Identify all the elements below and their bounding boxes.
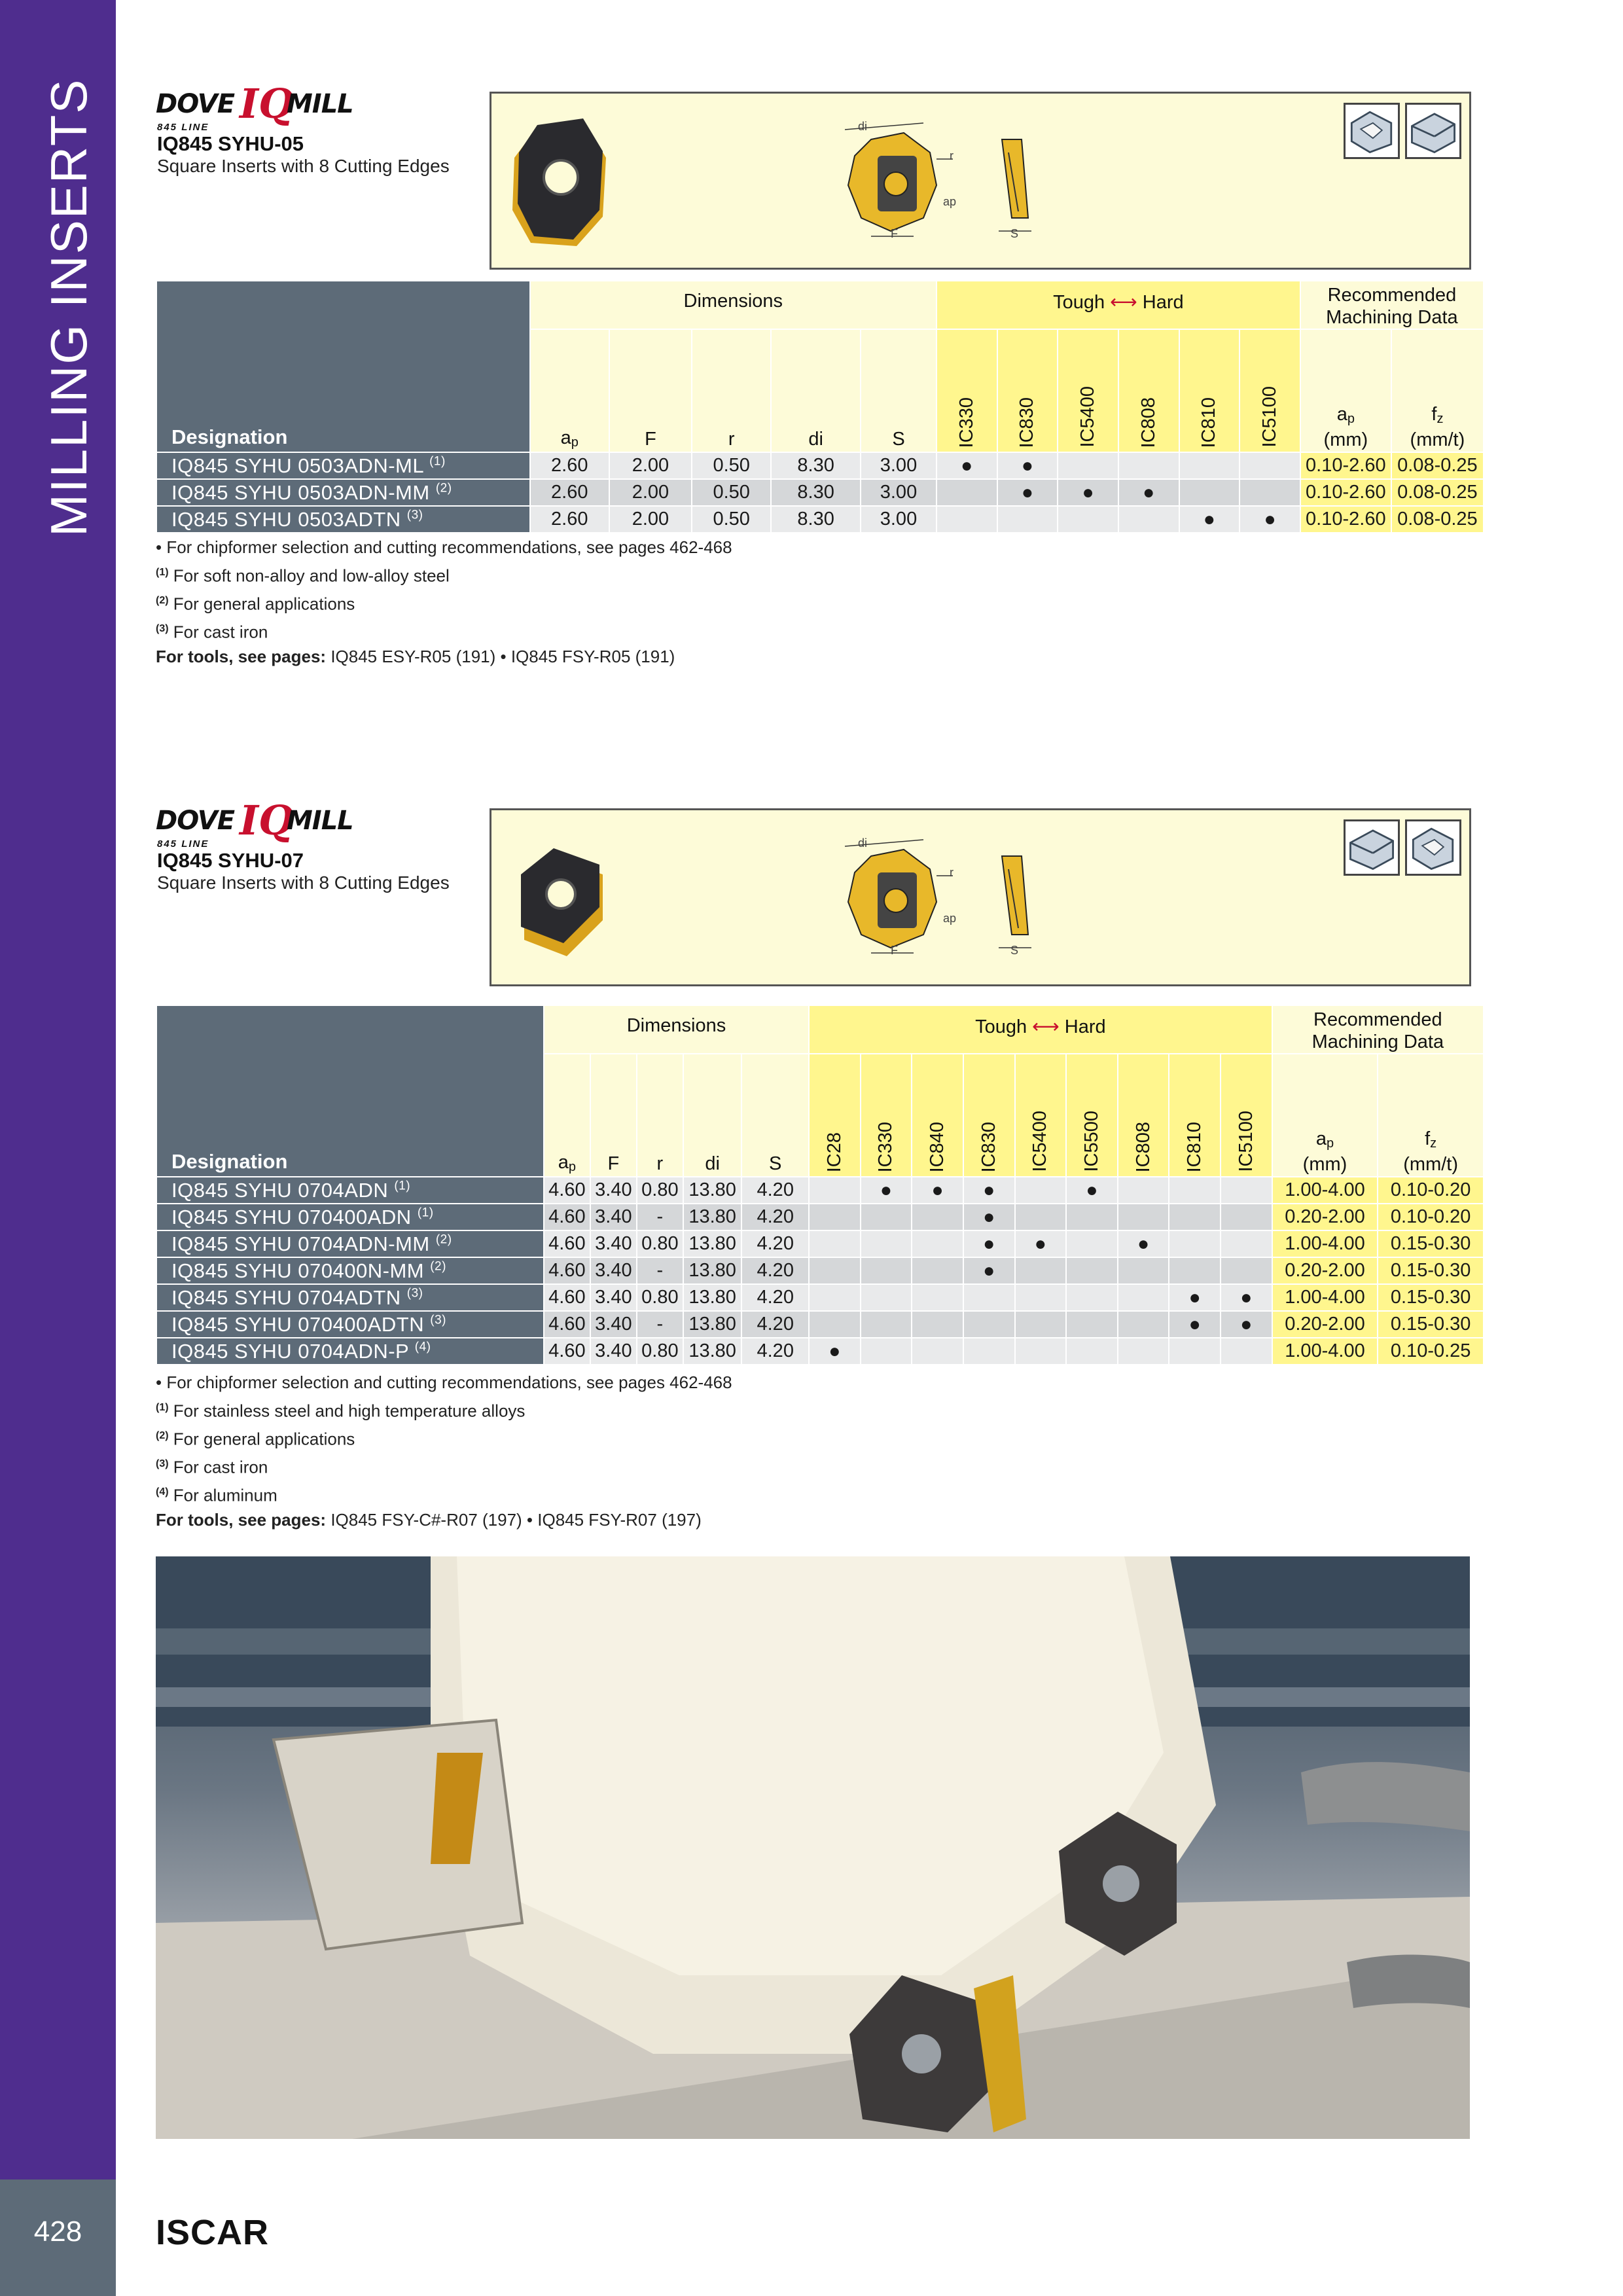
ap-cell: 0.20-2.00 bbox=[1272, 1257, 1378, 1284]
grade-cell bbox=[963, 1338, 1015, 1365]
rmd-col-header: $f_z$ (mm/t) bbox=[1391, 329, 1484, 452]
dim-cell: 2.00 bbox=[609, 506, 692, 533]
grade-cell bbox=[1240, 479, 1300, 506]
dim-col-header: r bbox=[637, 1054, 683, 1177]
designation-cell: IQ845 SYHU 0704ADN-P $^{(4)}$ bbox=[156, 1338, 544, 1365]
grade-col-header: IC5400 bbox=[1058, 329, 1118, 452]
dim-cell: 13.80 bbox=[683, 1338, 742, 1365]
grade-cell: ● bbox=[997, 479, 1058, 506]
rmd-col-header: $a_p$ (mm) bbox=[1300, 329, 1391, 452]
grade-cell bbox=[936, 479, 997, 506]
grade-cell bbox=[861, 1338, 912, 1365]
table-row bbox=[156, 1177, 1484, 1204]
grade-cell bbox=[997, 506, 1058, 533]
product-code: IQ845 SYHU-05 bbox=[157, 132, 304, 155]
dim-cell: - bbox=[637, 1257, 683, 1284]
dim-cell: 3.40 bbox=[590, 1284, 637, 1311]
dim-col-header: $a_p$ bbox=[530, 329, 609, 452]
grade-cell bbox=[809, 1204, 861, 1230]
grade-cell bbox=[1221, 1177, 1272, 1204]
grade-cell bbox=[1015, 1311, 1067, 1338]
ap-cell: 0.20-2.00 bbox=[1272, 1311, 1378, 1338]
dim-col-header: S bbox=[861, 329, 936, 452]
dim-cell: 4.20 bbox=[741, 1311, 809, 1338]
ap-cell: 1.00-4.00 bbox=[1272, 1230, 1378, 1257]
dim-cell: 4.60 bbox=[544, 1257, 590, 1284]
grade-cell: ● bbox=[1221, 1311, 1272, 1338]
dim-cell: 4.60 bbox=[544, 1311, 590, 1338]
dimensions-header: Dimensions bbox=[544, 1005, 809, 1054]
grade-cell bbox=[1240, 452, 1300, 479]
grade-cell bbox=[1179, 452, 1240, 479]
grade-cell bbox=[861, 1230, 912, 1257]
grade-cell: ● bbox=[997, 452, 1058, 479]
dim-cell: 4.20 bbox=[741, 1177, 809, 1204]
square-shoulder-icon bbox=[1405, 819, 1461, 876]
grade-cell bbox=[963, 1284, 1015, 1311]
dim-cell: 0.80 bbox=[637, 1284, 683, 1311]
dim-cell: 2.00 bbox=[609, 479, 692, 506]
spec-table-syhu-05 bbox=[156, 280, 1484, 533]
dimensions-header: Dimensions bbox=[530, 281, 936, 329]
grade-cell: ● bbox=[1066, 1177, 1118, 1204]
dim-col-header: r bbox=[692, 329, 771, 452]
fz-cell: 0.10-0.20 bbox=[1378, 1204, 1484, 1230]
grade-cell: ● bbox=[912, 1177, 963, 1204]
designation-header: Designation bbox=[156, 1005, 544, 1177]
grade-cell bbox=[1066, 1338, 1118, 1365]
table-row bbox=[156, 479, 1484, 506]
ap-cell: 0.10-2.60 bbox=[1300, 506, 1391, 533]
note-bullet: • For chipformer selection and cutting recommendations, see pages 462-468 bbox=[156, 537, 732, 557]
grade-cell bbox=[861, 1257, 912, 1284]
designation-cell: IQ845 SYHU 0704ADN-MM $^{(2)}$ bbox=[156, 1230, 544, 1257]
grade-header: Tough ⟷ Hard bbox=[936, 281, 1300, 329]
designation-cell: IQ845 SYHU 0704ADTN $^{(3)}$ bbox=[156, 1284, 544, 1311]
table-row bbox=[156, 1284, 1484, 1311]
fz-cell: 0.15-0.30 bbox=[1378, 1311, 1484, 1338]
grade-cell: ● bbox=[1015, 1230, 1067, 1257]
grade-cell bbox=[1058, 506, 1118, 533]
grade-cell: ● bbox=[1118, 479, 1179, 506]
dim-cell: 3.00 bbox=[861, 506, 936, 533]
grade-cell bbox=[861, 1311, 912, 1338]
dim-cell: 3.40 bbox=[590, 1257, 637, 1284]
grade-cell: ● bbox=[1179, 506, 1240, 533]
dim-cell: 4.60 bbox=[544, 1204, 590, 1230]
grade-col-header: IC5400 bbox=[1015, 1054, 1067, 1177]
ap-cell: 1.00-4.00 bbox=[1272, 1338, 1378, 1365]
grade-cell bbox=[861, 1204, 912, 1230]
tools-reference: For tools, see pages: IQ845 ESY-R05 (191) • IQ845 FSY-R05 (191) bbox=[156, 646, 675, 666]
dim-cell: 3.40 bbox=[590, 1230, 637, 1257]
fz-cell: 0.15-0.30 bbox=[1378, 1257, 1484, 1284]
milling-cutter-photo bbox=[156, 1556, 1470, 2139]
grade-cell: ● bbox=[861, 1177, 912, 1204]
grade-col-header: IC830 bbox=[997, 329, 1058, 452]
table-row bbox=[156, 1204, 1484, 1230]
grade-cell: ● bbox=[1240, 506, 1300, 533]
grade-cell bbox=[1179, 479, 1240, 506]
grade-col-header: IC810 bbox=[1179, 329, 1240, 452]
product-image-panel: di r ap F S bbox=[490, 92, 1471, 270]
grade-cell bbox=[1221, 1338, 1272, 1365]
sidebar-title: MILLING INSERTS bbox=[40, 78, 98, 537]
grade-cell bbox=[1066, 1284, 1118, 1311]
table-row bbox=[156, 452, 1484, 479]
sidebar bbox=[0, 0, 116, 2179]
fz-cell: 0.10-0.20 bbox=[1378, 1177, 1484, 1204]
grade-cell bbox=[1015, 1177, 1067, 1204]
dim-cell: 4.20 bbox=[741, 1204, 809, 1230]
dim-cell: 3.40 bbox=[590, 1177, 637, 1204]
notes-syhu-05 bbox=[156, 535, 732, 669]
face-milling-icon bbox=[1405, 103, 1461, 159]
dove-iq-mill-logo: DOVE IQ MILL 845 LINE bbox=[156, 80, 353, 133]
grade-cell bbox=[912, 1311, 963, 1338]
grade-col-header: IC810 bbox=[1169, 1054, 1221, 1177]
dim-cell: 4.20 bbox=[741, 1338, 809, 1365]
grade-col-header: IC5100 bbox=[1221, 1054, 1272, 1177]
insert-technical-drawing bbox=[832, 120, 1041, 251]
designation-cell: IQ845 SYHU 0704ADN $^{(1)}$ bbox=[156, 1177, 544, 1204]
dim-cell: 0.50 bbox=[692, 452, 771, 479]
rmd-col-header: $f_z$ (mm/t) bbox=[1378, 1054, 1484, 1177]
grade-cell bbox=[809, 1311, 861, 1338]
dim-cell: 13.80 bbox=[683, 1204, 742, 1230]
page-number: 428 bbox=[33, 2215, 82, 2248]
grade-cell bbox=[1169, 1338, 1221, 1365]
grade-cell bbox=[1066, 1230, 1118, 1257]
grade-cell: ● bbox=[1169, 1311, 1221, 1338]
note-item: $^{(4)}$ For aluminum bbox=[156, 1485, 277, 1505]
table-row bbox=[156, 1257, 1484, 1284]
grade-cell bbox=[936, 506, 997, 533]
dim-cell: 4.60 bbox=[544, 1284, 590, 1311]
dim-cell: 4.20 bbox=[741, 1230, 809, 1257]
grade-cell bbox=[1118, 1204, 1169, 1230]
face-milling-icon bbox=[1344, 819, 1400, 876]
grade-cell bbox=[809, 1284, 861, 1311]
note-item: $^{(2)}$ For general applications bbox=[156, 1429, 355, 1449]
dim-col-header: F bbox=[590, 1054, 637, 1177]
note-item: $^{(3)}$ For cast iron bbox=[156, 622, 268, 642]
grade-cell: ● bbox=[963, 1204, 1015, 1230]
grade-cell: ● bbox=[1118, 1230, 1169, 1257]
insert-photo-icon bbox=[505, 105, 609, 256]
dim-cell: 8.30 bbox=[771, 452, 861, 479]
grade-cell bbox=[1066, 1311, 1118, 1338]
double-arrow-icon: ⟷ bbox=[1032, 1016, 1060, 1037]
dim-col-header: F bbox=[609, 329, 692, 452]
grade-cell bbox=[1169, 1257, 1221, 1284]
ap-cell: 0.20-2.00 bbox=[1272, 1204, 1378, 1230]
spec-table-syhu-07 bbox=[156, 1005, 1484, 1365]
note-bullet: • For chipformer selection and cutting recommendations, see pages 462-468 bbox=[156, 1372, 732, 1392]
dim-cell: 0.80 bbox=[637, 1230, 683, 1257]
dim-cell: 13.80 bbox=[683, 1284, 742, 1311]
grade-cell bbox=[1169, 1230, 1221, 1257]
dim-cell: 3.40 bbox=[590, 1311, 637, 1338]
grade-cell bbox=[912, 1284, 963, 1311]
dim-cell: 4.60 bbox=[544, 1338, 590, 1365]
fz-cell: 0.10-0.25 bbox=[1378, 1338, 1484, 1365]
grade-cell: ● bbox=[809, 1338, 861, 1365]
grade-cell: ● bbox=[963, 1177, 1015, 1204]
dim-cell: 3.40 bbox=[590, 1204, 637, 1230]
grade-cell: ● bbox=[963, 1257, 1015, 1284]
grade-cell bbox=[1118, 1311, 1169, 1338]
dim-cell: 13.80 bbox=[683, 1257, 742, 1284]
grade-col-header: IC840 bbox=[912, 1054, 963, 1177]
grade-cell: ● bbox=[1058, 479, 1118, 506]
fz-cell: 0.15-0.30 bbox=[1378, 1230, 1484, 1257]
grade-cell bbox=[1015, 1204, 1067, 1230]
product-image-panel: di r ap F S bbox=[490, 808, 1471, 986]
table-row bbox=[156, 1230, 1484, 1257]
table-row bbox=[156, 1338, 1484, 1365]
grade-col-header: IC330 bbox=[936, 329, 997, 452]
dim-cell: 13.80 bbox=[683, 1230, 742, 1257]
dim-cell: - bbox=[637, 1204, 683, 1230]
fz-cell: 0.08-0.25 bbox=[1391, 506, 1484, 533]
ap-cell: 0.10-2.60 bbox=[1300, 452, 1391, 479]
dim-cell: 8.30 bbox=[771, 479, 861, 506]
grade-cell bbox=[1221, 1257, 1272, 1284]
insert-photo-icon bbox=[505, 822, 609, 973]
note-item: $^{(2)}$ For general applications bbox=[156, 594, 355, 614]
product-description: Square Inserts with 8 Cutting Edges bbox=[157, 156, 450, 176]
dim-cell: 0.50 bbox=[692, 506, 771, 533]
rmd-col-header: $a_p$ (mm) bbox=[1272, 1054, 1378, 1177]
grade-col-header: IC28 bbox=[809, 1054, 861, 1177]
note-item: $^{(1)}$ For stainless steel and high temperature alloys bbox=[156, 1401, 526, 1421]
grade-cell bbox=[809, 1230, 861, 1257]
note-item: $^{(3)}$ For cast iron bbox=[156, 1457, 268, 1477]
milling-cutter-illustration bbox=[156, 1556, 1470, 2139]
product-code: IQ845 SYHU-07 bbox=[157, 849, 304, 872]
grade-cell bbox=[861, 1284, 912, 1311]
designation-cell: IQ845 SYHU 0503ADTN $^{(3)}$ bbox=[156, 506, 530, 533]
grade-cell bbox=[963, 1311, 1015, 1338]
square-shoulder-icon bbox=[1344, 103, 1400, 159]
dim-col-header: S bbox=[741, 1054, 809, 1177]
grade-cell bbox=[912, 1204, 963, 1230]
grade-cell bbox=[1118, 1338, 1169, 1365]
footer-brand: ISCAR bbox=[156, 2213, 270, 2252]
fz-cell: 0.08-0.25 bbox=[1391, 479, 1484, 506]
grade-col-header: IC808 bbox=[1118, 1054, 1169, 1177]
dim-cell: 4.20 bbox=[741, 1257, 809, 1284]
ap-cell: 1.00-4.00 bbox=[1272, 1177, 1378, 1204]
grade-cell bbox=[912, 1338, 963, 1365]
designation-cell: IQ845 SYHU 0503ADN-MM $^{(2)}$ bbox=[156, 479, 530, 506]
grade-cell bbox=[1169, 1204, 1221, 1230]
dim-cell: 3.00 bbox=[861, 452, 936, 479]
grade-cell bbox=[1169, 1177, 1221, 1204]
grade-col-header: IC5500 bbox=[1066, 1054, 1118, 1177]
ap-cell: 0.10-2.60 bbox=[1300, 479, 1391, 506]
dim-cell: 13.80 bbox=[683, 1311, 742, 1338]
grade-cell: ● bbox=[963, 1230, 1015, 1257]
grade-cell bbox=[809, 1257, 861, 1284]
dim-cell: - bbox=[637, 1311, 683, 1338]
dim-cell: 0.80 bbox=[637, 1338, 683, 1365]
grade-cell bbox=[1221, 1230, 1272, 1257]
dim-cell: 0.80 bbox=[637, 1177, 683, 1204]
dim-cell: 2.60 bbox=[530, 506, 609, 533]
grade-cell bbox=[1118, 506, 1179, 533]
grade-cell bbox=[1221, 1204, 1272, 1230]
dim-col-header: $a_p$ bbox=[544, 1054, 590, 1177]
grade-cell bbox=[1015, 1284, 1067, 1311]
grade-cell bbox=[1118, 452, 1179, 479]
dim-cell: 13.80 bbox=[683, 1177, 742, 1204]
tools-reference: For tools, see pages: IQ845 FSY-C#-R07 (197) • IQ845 FSY-R07 (197) bbox=[156, 1510, 702, 1530]
dim-cell: 4.20 bbox=[741, 1284, 809, 1311]
dim-cell: 4.60 bbox=[544, 1177, 590, 1204]
grade-cell bbox=[1066, 1257, 1118, 1284]
product-description: Square Inserts with 8 Cutting Edges bbox=[157, 872, 450, 893]
dim-cell: 2.00 bbox=[609, 452, 692, 479]
grade-col-header: IC830 bbox=[963, 1054, 1015, 1177]
insert-technical-drawing bbox=[832, 836, 1041, 967]
notes-syhu-07 bbox=[156, 1371, 732, 1533]
table-row bbox=[156, 506, 1484, 533]
designation-cell: IQ845 SYHU 0503ADN-ML $^{(1)}$ bbox=[156, 452, 530, 479]
double-arrow-icon: ⟷ bbox=[1110, 292, 1137, 313]
dim-cell: 8.30 bbox=[771, 506, 861, 533]
grade-cell: ● bbox=[1221, 1284, 1272, 1311]
grade-cell bbox=[1015, 1257, 1067, 1284]
ap-cell: 1.00-4.00 bbox=[1272, 1284, 1378, 1311]
grade-cell bbox=[1118, 1257, 1169, 1284]
grade-col-header: IC5100 bbox=[1240, 329, 1300, 452]
grade-cell bbox=[1066, 1204, 1118, 1230]
dim-cell: 2.60 bbox=[530, 479, 609, 506]
grade-cell bbox=[1118, 1284, 1169, 1311]
recommended-machining-header: Recommended Machining Data bbox=[1300, 281, 1484, 329]
dim-cell: 2.60 bbox=[530, 452, 609, 479]
table-row bbox=[156, 1311, 1484, 1338]
dim-col-header: di bbox=[771, 329, 861, 452]
fz-cell: 0.15-0.30 bbox=[1378, 1284, 1484, 1311]
grade-cell bbox=[1015, 1338, 1067, 1365]
note-item: $^{(1)}$ For soft non-alloy and low-alloy steel bbox=[156, 565, 450, 586]
grade-cell bbox=[912, 1230, 963, 1257]
designation-cell: IQ845 SYHU 070400N-MM $^{(2)}$ bbox=[156, 1257, 544, 1284]
designation-header: Designation bbox=[156, 281, 530, 452]
dim-cell: 4.60 bbox=[544, 1230, 590, 1257]
dim-cell: 3.00 bbox=[861, 479, 936, 506]
grade-cell bbox=[1058, 452, 1118, 479]
recommended-machining-header: Recommended Machining Data bbox=[1272, 1005, 1484, 1054]
designation-cell: IQ845 SYHU 070400ADN $^{(1)}$ bbox=[156, 1204, 544, 1230]
dove-iq-mill-logo: DOVE IQ MILL 845 LINE bbox=[156, 797, 353, 850]
dim-col-header: di bbox=[683, 1054, 742, 1177]
dim-cell: 3.40 bbox=[590, 1338, 637, 1365]
fz-cell: 0.08-0.25 bbox=[1391, 452, 1484, 479]
designation-cell: IQ845 SYHU 070400ADTN $^{(3)}$ bbox=[156, 1311, 544, 1338]
grade-cell: ● bbox=[936, 452, 997, 479]
grade-col-header: IC808 bbox=[1118, 329, 1179, 452]
grade-cell: ● bbox=[1169, 1284, 1221, 1311]
grade-cell bbox=[912, 1257, 963, 1284]
grade-header: Tough ⟷ Hard bbox=[809, 1005, 1272, 1054]
dim-cell: 0.50 bbox=[692, 479, 771, 506]
grade-col-header: IC330 bbox=[861, 1054, 912, 1177]
grade-cell bbox=[1118, 1177, 1169, 1204]
grade-cell bbox=[809, 1177, 861, 1204]
